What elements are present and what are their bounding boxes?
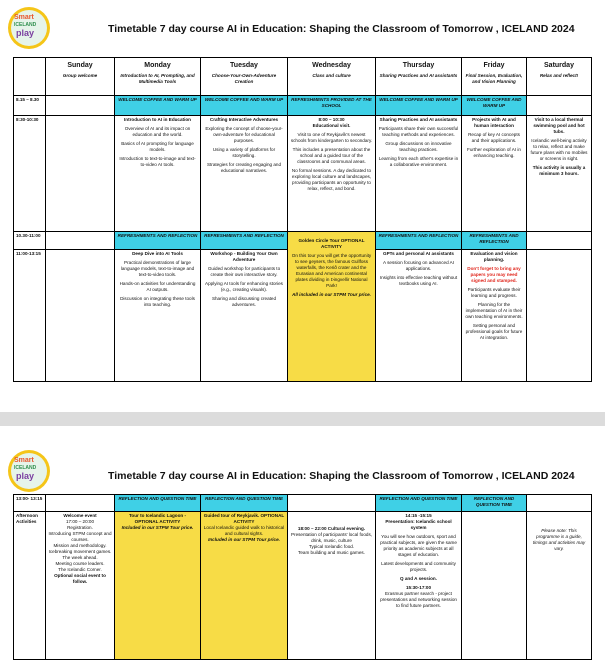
session-cell: REFLECTION AND QUESTION TIME: [201, 495, 288, 512]
timetable-page-1: [13, 57, 592, 382]
empty-cell: [46, 232, 115, 250]
session-cell: Deep Dive into AI Tools Practical demonstrations of large language models, text-to-image and text-to-video tools. Hands-on activities for understanding AI outputs. Discussion on integrating these tools into teaching.: [115, 250, 201, 382]
session-cell: WELCOME COFFEE AND WARM UP: [376, 96, 462, 116]
empty-cell: [527, 232, 592, 250]
day-sunday: Sunday Group welcome: [46, 58, 115, 96]
session-cell: WELCOME COFFEE AND WARM UP: [115, 96, 201, 116]
session-cell: Sharing Practices and AI assistants Participants share their own successful teaching methods and experiences. Group discussions on innovative teaching practices. Learning from each other's expertise in a collaborative environment.: [376, 116, 462, 232]
session-cell: REFLECTION AND QUESTION TIME: [115, 495, 201, 512]
day-friday: Friday Final Session, Evaluation, and Vision Planning: [462, 58, 527, 96]
time-cell: 11:00-13:15: [14, 250, 46, 382]
golden-circle-tour-cell: Golden Circle Tour OPTIONAL ACTIVITY On this tour you will get the opportunity to see geysers, the famous Gullfoss waterfalls, the Kerið crater and the Eurasian and American continental plates dividing in Þingvellir National Park! All included in our STPM Tour price.: [288, 232, 376, 382]
smart-play-logo: Smart ICELAND play: [8, 450, 50, 492]
session-cell: REFRESHMENTS AND REFLECTION: [201, 232, 288, 250]
session-cell: Evaluation and vision planning. Don't forget to bring any papers you may need signed and stamped. Participants evaluate their learning and progress. Planning for the implementation of AI in their own teaching environments. Setting personal and professional goals for future AI integration.: [462, 250, 527, 382]
session-cell: REFRESHMENTS PROVIDED AT THE SCHOOL: [288, 96, 376, 116]
session-cell: WELCOME COFFEE AND WARM UP: [201, 96, 288, 116]
session-cell: 8:00 – 10:30 Educational visit. Visit to one of Reykjavík's newest schools from kindergarten to secondary. This includes a presentation about the school and a guided tour of the classrooms and communal areas. No formal sessions. A day dedicated to exploring local culture and landscapes, providing participants an opportunity to relax, reflect, and bond.: [288, 116, 376, 232]
empty-cell: [527, 250, 592, 382]
timetable-row: [14, 495, 592, 512]
time-cell: 13:00- 13:15: [14, 495, 46, 512]
programme-note-cell: Please note: This programme is a guide, timings and activities may vary.: [527, 512, 592, 660]
day-saturday: Saturday Relax and reflect!: [527, 58, 592, 96]
empty-cell: [46, 96, 115, 116]
page-title: Timetable 7 day course AI in Education: Shaping the Classroom of Tomorrow , ICELAND 2024: [108, 470, 575, 482]
empty-cell: [46, 495, 115, 512]
session-cell: Visit to a local thermal swimming pool and hot tubs. Icelandic well-being activity to relax, reflect and make future plans with no mobiles or screens in sight. This activity is usually a minimum 3 hours.: [527, 116, 592, 232]
session-cell: REFRESHMENTS AND REFLECTION: [376, 232, 462, 250]
timetable-row: [14, 512, 592, 660]
time-header: [14, 58, 46, 96]
timetable-row: [14, 232, 592, 250]
empty-cell: [527, 96, 592, 116]
time-cell: 8:30-10:30: [14, 116, 46, 232]
empty-cell: [288, 495, 376, 512]
session-cell: GPTs and personal AI assistants A session focusing on advanced AI applications. Insights into effective teaching without textbooks using AI.: [376, 250, 462, 382]
empty-cell: [462, 512, 527, 660]
day-wednesday: Wednesday Class and culture: [288, 58, 376, 96]
day-thursday: Thursday Sharing Practices and AI assistants: [376, 58, 462, 96]
page-2: [0, 426, 605, 662]
smart-play-logo: Smart ICELAND play: [8, 7, 50, 49]
page-title: Timetable 7 day course AI in Education: Shaping the Classroom of Tomorrow , ICELAND 2024: [108, 23, 575, 35]
session-cell: Introduction to AI in Education Overview of AI and its impact on education and the world. Basics of AI prompting for language models. Introduction to text-to-image and text-to-video AI tools.: [115, 116, 201, 232]
session-cell: Welcome event 17:00 – 20:00 Registration. Introducing STPM concept and courses. Mission and methodology. Icebreaking movement games. The week ahead. Meeting course leaders. The Icelandic Corner. Optional social event to follow.: [46, 512, 115, 660]
lagoon-tour-cell: Tour to Icelandic Lagoon - OPTIONAL ACTIVITY Included in our STPM Tour price.: [115, 512, 201, 660]
timetable-page-2: [13, 494, 592, 660]
day-tuesday: Tuesday Choose-Your-Own-Adventure Creation: [201, 58, 288, 96]
time-cell: 10.30-11:00: [14, 232, 46, 250]
day-monday: Monday Introduction to AI, Prompting, and Multimedia Tools: [115, 58, 201, 96]
session-cell: 18:00 – 22:00 Cultural evening. Presentation of participants' local foods, drink, music, culture Typical Icelandic food. Team building and music games.: [288, 512, 376, 660]
empty-cell: [46, 250, 115, 382]
session-cell: REFLECTION AND QUESTION TIME: [376, 495, 462, 512]
timetable-row: [14, 96, 592, 116]
session-cell: REFRESHMENTS AND REFLECTION: [462, 232, 527, 250]
session-cell: WELCOME COFFEE AND WARM UP: [462, 96, 527, 116]
session-cell: REFRESHMENTS AND REFLECTION: [115, 232, 201, 250]
session-cell: REFLECTION AND QUESTION TIME: [462, 495, 527, 512]
session-cell: 14:15 -15:15 Presentation: Icelandic school system You will see how outdoors, sport and practical subjects, are given the same priority as academic subjects at all stages of education. Latest developments and community projects. Q and A session. 15:30-17:00 Erasmus partner search - project presentations and networking session to find future partners.: [376, 512, 462, 660]
day-header-row: [14, 58, 592, 96]
session-cell: Projects with AI and human interaction Recap of key AI concepts and their applications. Further exploration of AI in enhancing teaching.: [462, 116, 527, 232]
time-cell: 8.15 – 8.30: [14, 96, 46, 116]
time-cell: Afternoon Activities: [14, 512, 46, 660]
empty-cell: [527, 495, 592, 512]
session-cell: Crafting Interactive Adventures Exploring the concept of choose-your-own-adventure for educational purposes. Using a variety of platforms for storytelling. Strategies for creating engaging and educational narratives.: [201, 116, 288, 232]
reykjavik-tour-cell: Guided tour of Reykjavik. OPTIONAL ACTIVITY Local Icelandic guided walk to historical and cultural sights. Included in our STPM Tour price.: [201, 512, 288, 660]
session-cell: Workshop - Building Your Own Adventure Guided workshop for participants to create their own interactive story. Applying AI tools for enhancing stories (e.g., creating visuals). Sharing and discussing created adventures.: [201, 250, 288, 382]
empty-cell: [46, 116, 115, 232]
timetable-row: [14, 116, 592, 232]
